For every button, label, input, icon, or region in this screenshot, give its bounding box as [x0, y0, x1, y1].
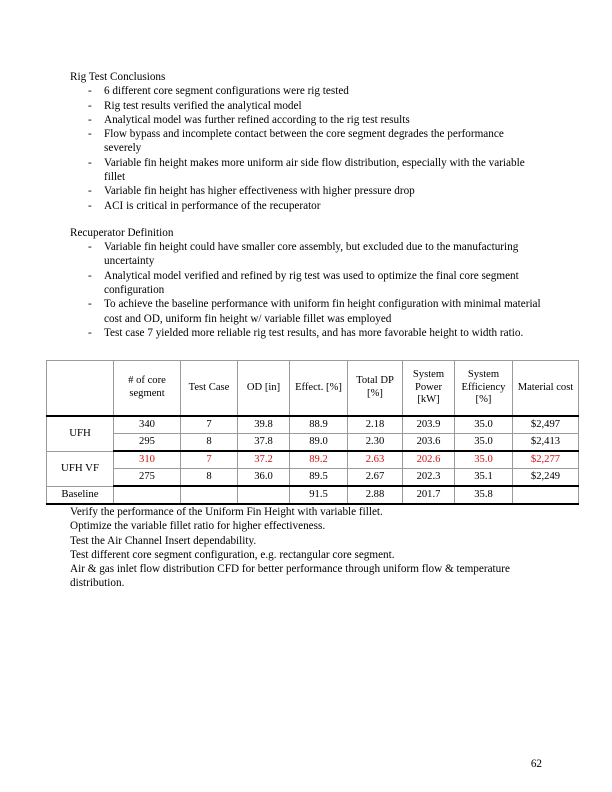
closing-notes [70, 505, 542, 591]
table-cell: 37.8 [238, 434, 290, 452]
list-item-text: Analytical model was further refined according to the rig test results [104, 113, 410, 126]
table-cell: 2.88 [348, 486, 403, 504]
closing-line: Test the Air Channel Insert dependability. [70, 534, 257, 547]
list-item-text: Variable fin height has higher effectiveness with higher pressure drop [104, 185, 415, 198]
list-item-text: Test case 7 yielded more reliable rig test results, and has more favorable height to width ratio. [104, 326, 524, 339]
section-spacer [70, 213, 542, 226]
closing-line: Test different core segment configuration, e.g. rectangular core segment. [70, 548, 395, 561]
table-header-cell: # of core segment [114, 361, 181, 417]
table-cell: $2,413 [513, 434, 579, 452]
table-cell [114, 486, 181, 504]
table-cell: 340 [114, 416, 181, 434]
row-group-label: UFH VF [47, 451, 114, 486]
list-item [70, 184, 542, 198]
list-item-text: Flow bypass and incomplete contact between the core segment degrades the performance severely [104, 128, 504, 155]
table-cell [181, 486, 238, 504]
table-header-cell [47, 361, 114, 417]
table-cell: $2,277 [513, 451, 579, 469]
results-table [46, 360, 579, 505]
list-item [70, 99, 542, 113]
table-header-cell: Total DP [%] [348, 361, 403, 417]
table-cell: 7 [181, 416, 238, 434]
list-item [70, 199, 542, 213]
dash-bullet-icon: - [88, 298, 92, 311]
list-item-text: Variable fin height makes more uniform air side flow distribution, especially with the variable fillet [104, 156, 525, 183]
results-table-container [46, 360, 578, 505]
table-row [47, 451, 579, 469]
list-item-text: To achieve the baseline performance with uniform fin height configuration with minimal material cost and OD, uniform fin height w/ variable fillet was employed [104, 298, 541, 325]
table-row [47, 486, 579, 504]
table-header-cell: OD [in] [238, 361, 290, 417]
page-number: 62 [530, 758, 542, 770]
bullet-list-definition [70, 240, 542, 340]
table-header-row [47, 361, 579, 417]
closing-line: Optimize the variable fillet ratio for higher effectiveness. [70, 520, 326, 533]
table-cell: 201.7 [403, 486, 455, 504]
dash-bullet-icon: - [88, 185, 92, 198]
table-cell: 89.0 [290, 434, 348, 452]
table-cell: 35.0 [455, 451, 513, 469]
table-cell: 91.5 [290, 486, 348, 504]
table-cell: 36.0 [238, 469, 290, 487]
table-cell: 8 [181, 469, 238, 487]
dash-bullet-icon: - [88, 156, 92, 169]
table-row [47, 434, 579, 452]
table-cell: 35.8 [455, 486, 513, 504]
table-cell: 39.8 [238, 416, 290, 434]
table-row [47, 469, 579, 487]
table-cell: 202.6 [403, 451, 455, 469]
table-header-cell: System Power [kW] [403, 361, 455, 417]
list-item [70, 113, 542, 127]
dash-bullet-icon: - [88, 326, 92, 339]
table-cell: 2.18 [348, 416, 403, 434]
table-cell: 89.2 [290, 451, 348, 469]
list-item [70, 84, 542, 98]
table-header-cell: Test Case [181, 361, 238, 417]
table-cell: 2.30 [348, 434, 403, 452]
table-cell [513, 486, 579, 504]
table-cell: 88.9 [290, 416, 348, 434]
list-item-text: ACI is critical in performance of the recuperator [104, 199, 321, 212]
section-rig-test-conclusions [70, 70, 542, 213]
closing-line: Verify the performance of the Uniform Fin Height with variable fillet. [70, 506, 383, 518]
dash-bullet-icon: - [88, 99, 92, 112]
dash-bullet-icon: - [88, 199, 92, 212]
table-cell: 2.63 [348, 451, 403, 469]
list-item-text: 6 different core segment configurations were rig tested [104, 85, 349, 98]
table-cell: 202.3 [403, 469, 455, 487]
list-item [70, 240, 542, 269]
table-cell: 310 [114, 451, 181, 469]
list-item [70, 269, 542, 298]
list-item-text: Rig test results verified the analytical model [104, 99, 302, 112]
dash-bullet-icon: - [88, 128, 92, 141]
list-item [70, 297, 542, 326]
table-cell: 275 [114, 469, 181, 487]
bullet-list-conclusions [70, 84, 542, 213]
row-group-label: Baseline [47, 486, 114, 504]
dash-bullet-icon: - [88, 269, 92, 282]
table-cell: 37.2 [238, 451, 290, 469]
list-item-text: Analytical model verified and refined by rig test was used to optimize the final core segment configuration [104, 269, 519, 296]
list-item [70, 127, 542, 156]
dash-bullet-icon: - [88, 113, 92, 126]
table-cell: 7 [181, 451, 238, 469]
table-cell: 295 [114, 434, 181, 452]
section-heading: Recuperator Definition [70, 226, 174, 239]
table-cell: $2,497 [513, 416, 579, 434]
closing-line: Air & gas inlet flow distribution CFD for better performance through uniform flow & temperature distribution. [70, 563, 510, 590]
table-cell [238, 486, 290, 504]
table-header-cell: System Efficiency [%] [455, 361, 513, 417]
table-cell: 35.0 [455, 416, 513, 434]
list-item [70, 326, 542, 340]
table-cell: 8 [181, 434, 238, 452]
table-cell: 35.1 [455, 469, 513, 487]
list-item-text: Variable fin height could have smaller core assembly, but excluded due to the manufacturing uncertainty [104, 241, 519, 268]
body-content [70, 70, 542, 340]
table-header-cell: Effect. [%] [290, 361, 348, 417]
dash-bullet-icon: - [88, 85, 92, 98]
table-cell: $2,249 [513, 469, 579, 487]
row-group-label: UFH [47, 416, 114, 451]
list-item [70, 156, 542, 185]
table-cell: 203.9 [403, 416, 455, 434]
section-recuperator-definition [70, 226, 542, 340]
dash-bullet-icon: - [88, 241, 92, 254]
table-cell: 35.0 [455, 434, 513, 452]
table-cell: 89.5 [290, 469, 348, 487]
table-row [47, 416, 579, 434]
table-cell: 203.6 [403, 434, 455, 452]
table-header-cell: Material cost [513, 361, 579, 417]
table-cell: 2.67 [348, 469, 403, 487]
section-heading: Rig Test Conclusions [70, 71, 166, 83]
